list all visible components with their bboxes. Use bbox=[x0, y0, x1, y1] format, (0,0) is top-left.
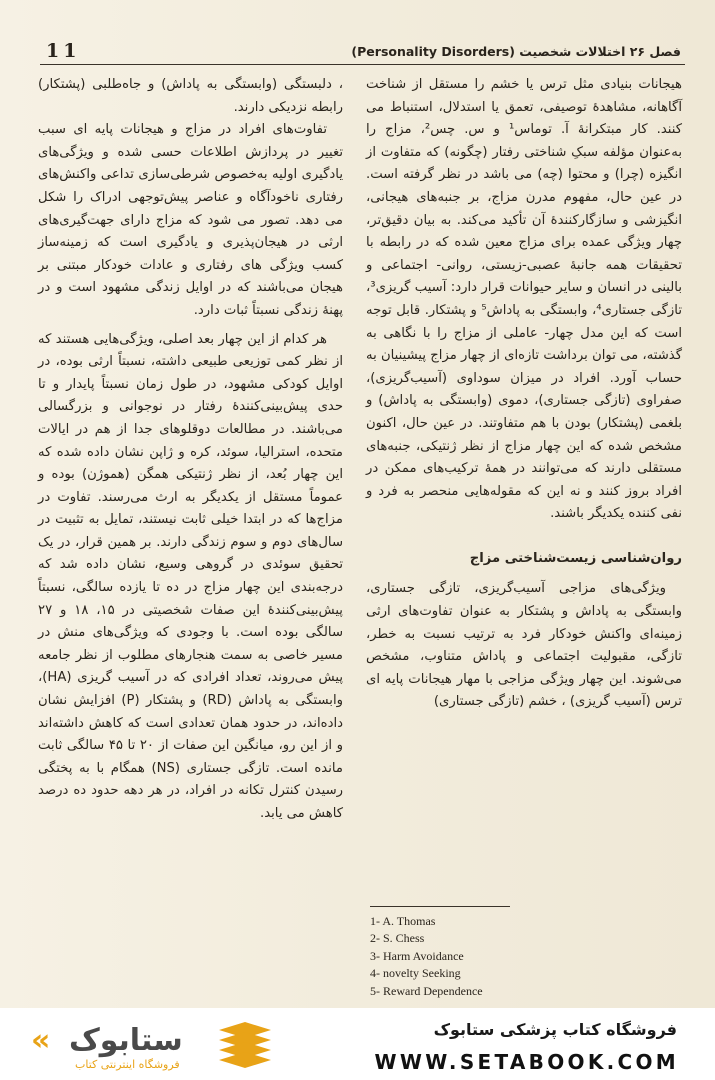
page-number: 11 bbox=[46, 40, 81, 62]
body-paragraph: تفاوت‌های افراد در مزاج و هیجانات پایه ای سبب تغییر در پردازش اطلاعات حسی شده و ویژگی‌های یادگیری اولیه به‌خصوص شرطی‌سازی تداعی واکنش‌های رفتاری ناخودآگاه و عناصر پیش‌توجهی ادراک را شکل می دهد. تصور می شود که مزاج دارای جهت‌گیری‌های ارثی در هیجان‌پذیری و یادگیری است که زمینه‌ساز کسب ویژگی های رفتاری و عادات خودکار مبتنی بر هیجان می‌باشند که در اوایل زندگی مشهود است و در پهنهٔ زندگی نسبتاً ثبات دارد. bbox=[38, 122, 343, 318]
store-url-link[interactable]: WWW.SETABOOK.COM bbox=[374, 1050, 679, 1074]
body-paragraph: هر کدام از این چهار بعد اصلی، ویژگی‌هایی هستند که از نظر کمی توزیعی طبیعی داشته، نسبتاً ارثی بوده، در اوایل کودکی مشهود، در طول زمان نسبتاً پایدار و تا حدی پیش‌بینی‌کنندهٔ رفتار در نوجوانی و بزرگسالی می‌باشند. در مطالعات دوقلوهای جدا از هم در ایالات متحده، استرالیا، سوئد، کره و ژاپن نشان داده شده که این چهار بُعد، از نظر ژنتیکی همگن (هموژن) بوده و عموماً مستقل از یکدیگر به ارث می‌رسند. تفاوت در مزاج‌ها که در ابتدا خیلی ثابت نیستند، تمایل به تثبیت در سال‌های دوم و سوم زندگی دارند. بر همین قرار، در یک تحقیق سوئدی در گروهی وسیع، نشان داده شد که درجه‌بندی این چهار مزاج در ده تا یازده سالگی، نسبتاً پیش‌بینی‌کنندهٔ این صفات شخصیتی در ۱۵، ۱۸ و ۲۷ سالگی بوده است. با وجودی که ویژگی‌های منش در مسیر خاصی به سمت هنجارهای مطلوب از نظر جامعه پیش می‌روند، تعداد افرادی که در آسیب گریزی (HA)، وابستگی به پاداش (RD) و پشتکار (P) افزایش نشان داده‌اند، در حدود همان تعدادی است که کاهش داشته‌اند و از این رو، میانگین این صفات از ۲۰ تا ۴۵ سالگی ثابت مانده است. تازگی جستاری (NS) همگام با به پختگی رسیدن کنترل تکانه در افراد، در هر دهه حدود ده درصد کاهش می یابد. bbox=[38, 331, 344, 821]
body-paragraph: ، دلبستگی (وابستگی به پاداش) و جاه‌طلبی (پشتکار) رابطه نزدیکی دارند. bbox=[38, 77, 343, 115]
store-footer bbox=[0, 1008, 715, 1080]
left-column bbox=[38, 74, 343, 826]
page-header bbox=[40, 42, 685, 65]
footnote: 3- Harm Avoidance bbox=[370, 948, 464, 963]
section-heading: روان‌شناسی زیست‌شناختی مزاج bbox=[469, 550, 682, 566]
right-column bbox=[366, 74, 682, 714]
footnotes bbox=[370, 906, 510, 1000]
body-paragraph: ویژگی‌های مزاجی آسیب‌گریزی، تازگی جستاری، وابستگی به پاداش و پشتکار به عنوان تفاوت‌های ارثی زمینه‌ای واکنش خودکار فرد به ترتیب نسبت به خطر، تازگی، مقبولیت اجتماعی و پاداش متناوب، مشخص می‌شوند. این چهار ویژگی مزاجی با مهار هیجانات پایه ای ترس (آسیب گریزی) ، خشم (تازگی جستاری) bbox=[366, 581, 682, 710]
footnote: 4- novelty Seeking bbox=[370, 966, 461, 981]
body-paragraph: هیجانات بنیادی مثل ترس یا خشم را مستقل از شناخت آگاهانه، مشاهدهٔ توصیفی، تعمق یا استدلال، استنباط می کنند. کار مبتکرانهٔ آ. توماس¹ و س. چس²، مزاج را به‌عنوان مؤلفه سبکِ شناختی رفتار (چگونه) که متفاوت از انگیزه (چرا) و محتوا (چه) می باشد در نظر گرفته است. در عین حال، مفهوم مدرن مزاج، بر جنبه‌های هیجانی، انگیزشی و سازگارکنندهٔ آن تأکید می‌کند. به بیان دقیق‌تر، چهار ویژگی عمده برای مزاج معین شده که در رابطه با تحقیقات همه جانبهٔ عصبی-زیستی، روانی- اجتماعی و بالینی در انسان و سایر حیوانات قرار دارد: آسیب گریزی³، تازگی جستاری⁴، وابستگی به پاداش⁵ و پشتکار. قابل توجه است که این مدل چهار- عاملی از مزاج را با نگاهی به گذشته، می توان برداشت تازه‌ای از چهار مزاج پیشینیان به حساب آورد. افراد در میزان سوداوی (آسیب‌گریزی)، صفراوی (تازگی جستاری)، دموی (وابستگی به پاداش) و بلغمی (پشتکار) بودن با هم متفاوتند. در عین حال، اکنون مشخص شده که این چهار مزاج از نظر ژنتیکی، جنبه‌های مستقلی دارند که می‌توانند در همهٔ ترکیب‌های ممکن در افراد بروز کنند و نه این که مقوله‌هایی منحصر به فرد و نفی کننده یکدیگر باشند. bbox=[366, 77, 682, 522]
book-stack-icon bbox=[215, 1022, 275, 1070]
logo-tagline: فروشگاه اینترنتی کتاب bbox=[75, 1058, 180, 1071]
double-chevron-icon: « bbox=[31, 1023, 51, 1058]
footnote: 2- S. Chess bbox=[370, 931, 425, 946]
logo-wordmark: ستابوک bbox=[69, 1023, 183, 1058]
store-name: فروشگاه کتاب پزشکی ستابوک bbox=[433, 1020, 677, 1039]
footnote: 5- Reward Dependence bbox=[370, 983, 483, 998]
running-title: فصل ۲۶ اختلالات شخصیت (Personality Disorders) bbox=[351, 44, 681, 59]
setabook-logo[interactable] bbox=[25, 1018, 290, 1074]
footnote: 1- A. Thomas bbox=[370, 914, 436, 928]
